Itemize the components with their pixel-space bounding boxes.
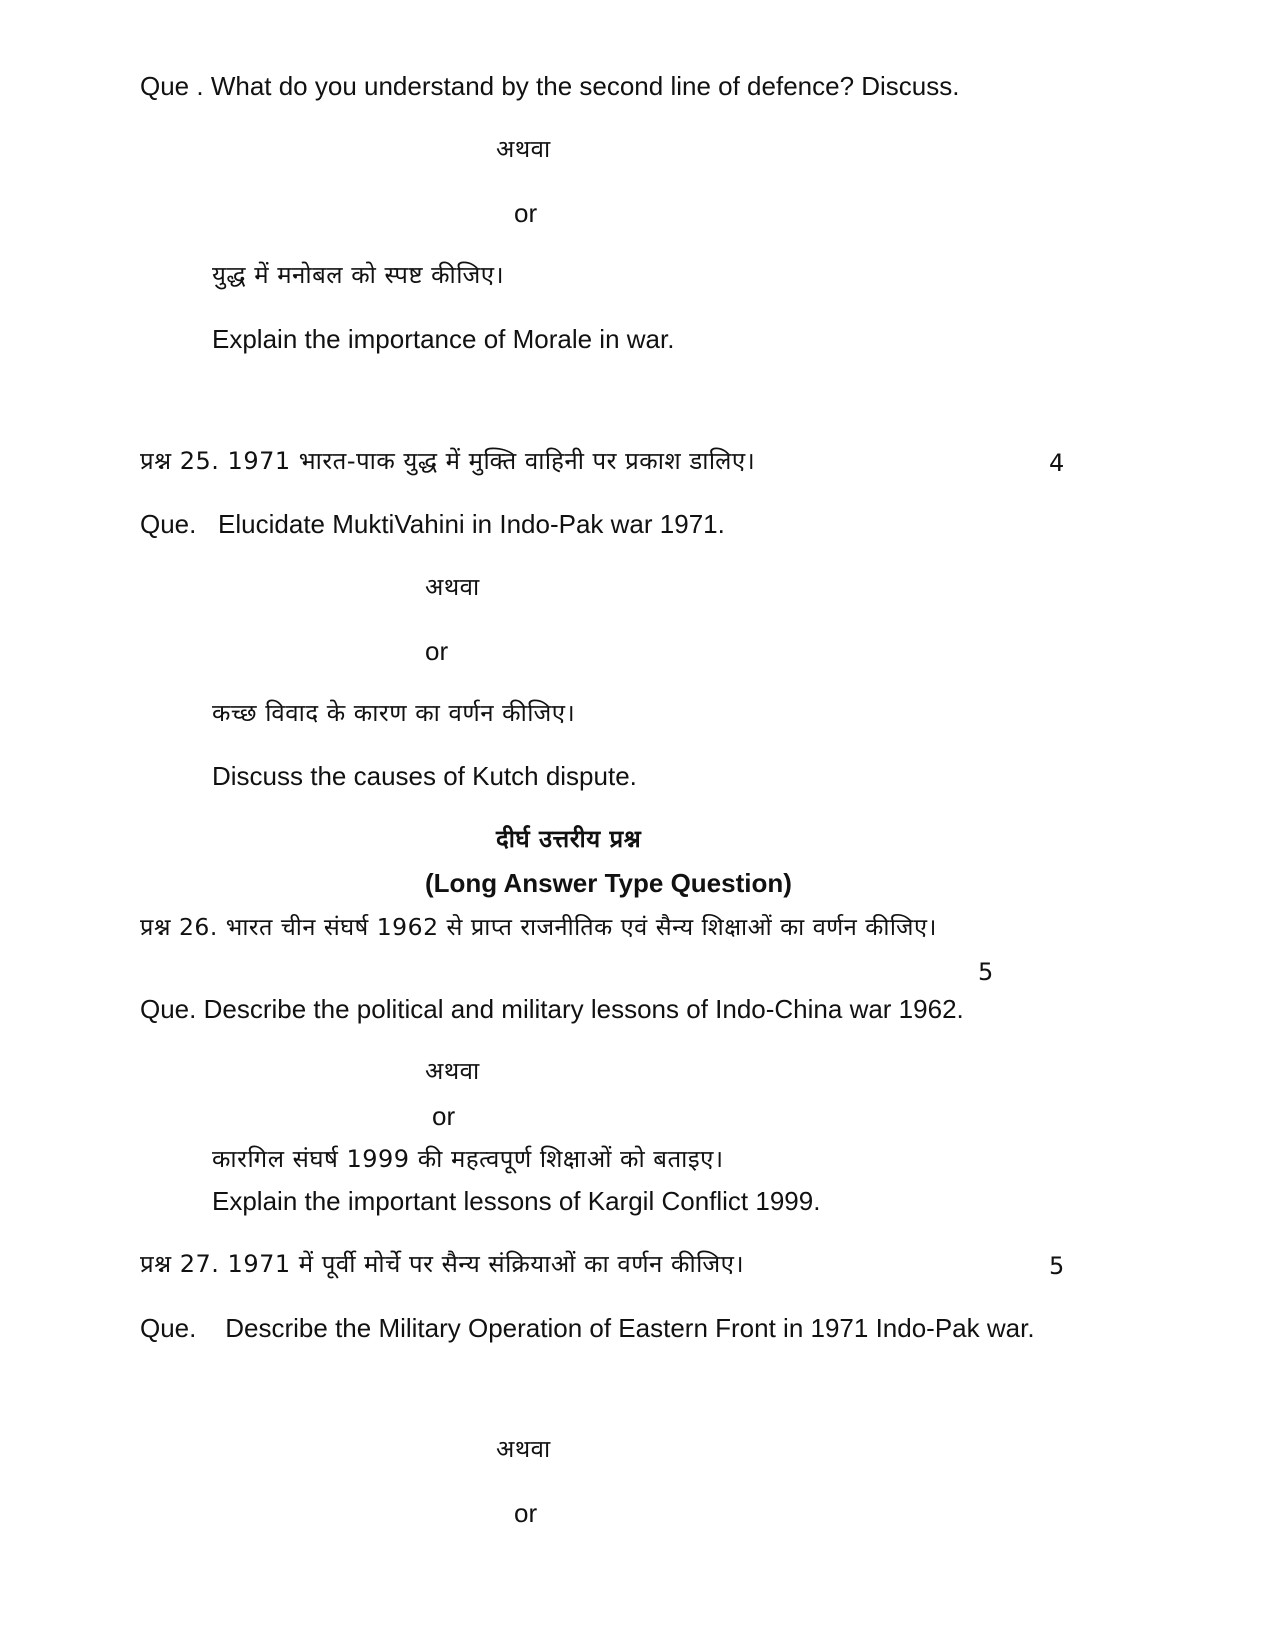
question-26-english: Que. Describe the political and military lessons of Indo-China war 1962.: [140, 994, 964, 1024]
athva-separator: अथवा: [425, 573, 480, 601]
question-25-marks: 4: [1049, 449, 1065, 477]
section-title-english: (Long Answer Type Question): [425, 868, 792, 898]
question-26-marks: 5: [978, 958, 994, 986]
question-27-english: Que. Describe the Military Operation of Eastern Front in 1971 Indo-Pak war.: [140, 1313, 1035, 1343]
question-english: Que . What do you understand by the second line of defence? Discuss.: [140, 71, 960, 101]
question-hindi: युद्ध में मनोबल को स्पष्ट कीजिए।: [212, 261, 505, 289]
question-26-alt-english: Explain the important lessons of Kargil Conflict 1999.: [212, 1186, 821, 1216]
question-english: Explain the importance of Morale in war.: [212, 324, 675, 354]
athva-separator: अथवा: [496, 1435, 551, 1463]
or-separator: or: [432, 1101, 456, 1131]
or-separator: or: [425, 636, 449, 666]
or-separator: or: [514, 1498, 538, 1528]
question-27-marks: 5: [1049, 1252, 1065, 1280]
or-separator: or: [514, 198, 538, 228]
question-25-alt-hindi: कच्छ विवाद के कारण का वर्णन कीजिए।: [212, 699, 576, 727]
question-25-english: Que. Elucidate MuktiVahini in Indo-Pak war 1971.: [140, 509, 725, 539]
question-26-hindi: प्रश्न 26. भारत चीन संघर्ष 1962 से प्राप्त राजनीतिक एवं सैन्य शिक्षाओं का वर्णन कीजिए।: [140, 913, 937, 941]
section-title-hindi: दीर्घ उत्तरीय प्रश्न: [496, 825, 642, 853]
question-27-hindi: प्रश्न 27. 1971 में पूर्वी मोर्चे पर सैन्य संक्रियाओं का वर्णन कीजिए।: [140, 1250, 745, 1278]
athva-separator: अथवा: [425, 1057, 480, 1085]
question-26-alt-hindi: कारगिल संघर्ष 1999 की महत्वपूर्ण शिक्षाओं को बताइए।: [212, 1145, 724, 1173]
question-25-hindi: प्रश्न 25. 1971 भारत-पाक युद्ध में मुक्ति वाहिनी पर प्रकाश डालिए।: [140, 447, 756, 475]
athva-separator: अथवा: [496, 135, 551, 163]
question-25-alt-english: Discuss the causes of Kutch dispute.: [212, 761, 637, 791]
